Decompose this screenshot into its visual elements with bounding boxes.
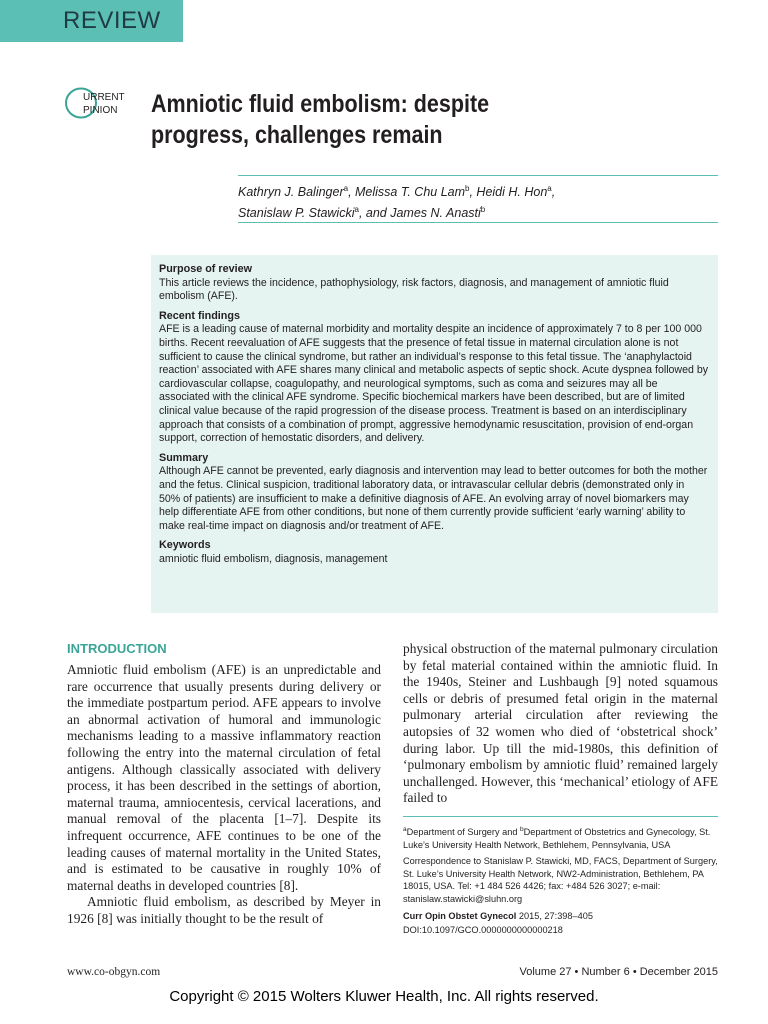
author-list: Kathryn J. Balinger$^a$, Melissa T. Chu Lam$^b$, Heidi H. Hon$^a$, Stanislaw P. Stawicki$^a$, and James N. Anasti$^b$ <box>238 184 556 221</box>
authors-divider-bottom <box>238 222 718 223</box>
journal-citation: Curr Opin Obstet Gynecol 2015, 27:398–405 <box>403 910 593 921</box>
section-tab-review: REVIEW <box>0 0 183 42</box>
author-name: Heidi H. Hon <box>476 185 548 200</box>
title-divider-top <box>238 175 718 176</box>
body-column-right <box>403 641 718 807</box>
author-name: Stanislaw P. Stawicki <box>238 206 355 221</box>
keywords-heading: Keywords <box>159 539 211 552</box>
correspondence: Correspondence to Stanislaw P. Stawicki, MD, FACS, Department of Surgery, St. Luke’s University Health Network, NW2-Administration, Bethlehem, PA 18015, USA. Tel: +1 484 526 4426; fax: +484 526 3027; e-mail: stanislaw.stawicki@sluhn.org <box>403 856 718 905</box>
affiliation-divider <box>403 816 718 817</box>
body-column-left <box>67 641 381 928</box>
summary-heading: Summary <box>159 451 209 464</box>
purpose-heading: Purpose of review <box>159 263 253 275</box>
author-name: Melissa T. Chu Lam <box>355 185 466 200</box>
journal-website: www.co-obgyn.com <box>67 966 161 978</box>
findings-heading: Recent findings <box>159 309 240 322</box>
doi: DOI:10.1097/GCO.0000000000000218 <box>403 925 563 936</box>
body-paragraph: physical obstruction of the maternal pulmonary circulation by fetal material contained within the amniotic fluid. In the 1940s, Steiner and Lushbaugh [9] noted squamous cells or debris of presumed fetal origin in the maternal pulmonary arterial circulation after reviewing the autopsies of 32 women who died of ‘obstetrical shock’ during labor. Up till the mid-1980s, this definition of ‘pulmonary embolism by amniotic fluid’ remained largely unchallenged. However, this ‘mechanical’ etiology of AFE failed to <box>403 641 718 806</box>
body-paragraph: Amniotic fluid embolism, as described by Meyer in 1926 [8] was initially thought to be the result of <box>67 894 381 926</box>
affiliations <box>403 824 718 941</box>
purpose-text: This article reviews the incidence, pathophysiology, risk factors, diagnosis, and management of amniotic fluid embolism (AFE). <box>159 276 669 303</box>
author-name: James N. Anasti <box>390 206 481 221</box>
article-title: Amniotic fluid embolism: despite progress, challenges remain <box>151 90 490 149</box>
copyright-notice: Copyright © 2015 Wolters Kluwer Health, Inc. All rights reserved. <box>169 988 599 1005</box>
introduction-heading: INTRODUCTION <box>67 641 167 656</box>
findings-text: AFE is a leading cause of maternal morbidity and mortality despite an incidence of approximately 7 to 8 per 100 000 births. Recent reevaluation of AFE suggests that the presence of fetal tissue in maternal circulation alone is not sufficient to cause the clinical syndrome, but rather an individual’s response to this fetal tissue. The ‘anaphylactoid reaction’ associated with AFE shares many clinical and metabolic aspects of septic shock. Acute dyspnea followed by cardiovascular collapse, coagulopathy, and neurological symptoms, such as coma and seizures may all be associated with the clinical AFE syndrome. Specific biochemical markers have been described, but are of limited clinical value because of the rapid progression of the disease process. Treatment is based on an interdisciplinary approach that consists of a combination of prompt, aggressive hemodynamic resuscitation, provision of end-organ support, correction of hemostatic disorders, and delivery. <box>159 323 709 445</box>
author-name: Kathryn J. Balinger <box>238 185 344 200</box>
current-opinion-logo <box>64 86 130 120</box>
abstract-box <box>151 255 718 613</box>
logo-line1: URRENT <box>83 92 125 103</box>
body-paragraph: Amniotic fluid embolism (AFE) is an unpredictable and rare occurrence that usually presents during delivery or the immediate postpartum period. AFE appears to involve an abnormal activation of humoral and immunologic mechanisms leading to a massive inflammatory reaction following the entry into the maternal circulation of fetal antigens. Although classically associated with delivery process, it has been described in the settings of abortion, maternal trauma, amniocentesis, cervical lacerations, and manual removal of the placenta [1–7]. Despite its infrequent occurrence, AFE continues to be one of the leading causes of maternal mortality in the United States, and is estimated to be causative in roughly 10% of maternal deaths in developed countries [8]. <box>67 662 381 893</box>
summary-text: Although AFE cannot be prevented, early diagnosis and intervention may lead to better outcomes for both the mother and the fetus. Clinical suspicion, traditional laboratory data, or intravascular cellular debris (demonstrated only in 50% of patients) are insufficient to make a definitive diagnosis of AFE. An evolving array of novel biomarkers may help differentiate AFE from other conditions, but none of them currently provide sufficient ‘early warning’ ability to make real-time impact on diagnosis and/or treatment of AFE. <box>159 465 708 532</box>
issue-info: Volume 27 • Number 6 • December 2015 <box>519 966 718 978</box>
keywords-text: amniotic fluid embolism, diagnosis, management <box>159 552 388 565</box>
department-affiliations: $^a$Department of Surgery and $^b$Department of Obstetrics and Gynecology, St. Luke’s University Health Network, Bethlehem, Pennsylvania, USA <box>403 826 711 850</box>
logo-line2: PINION <box>83 105 118 116</box>
